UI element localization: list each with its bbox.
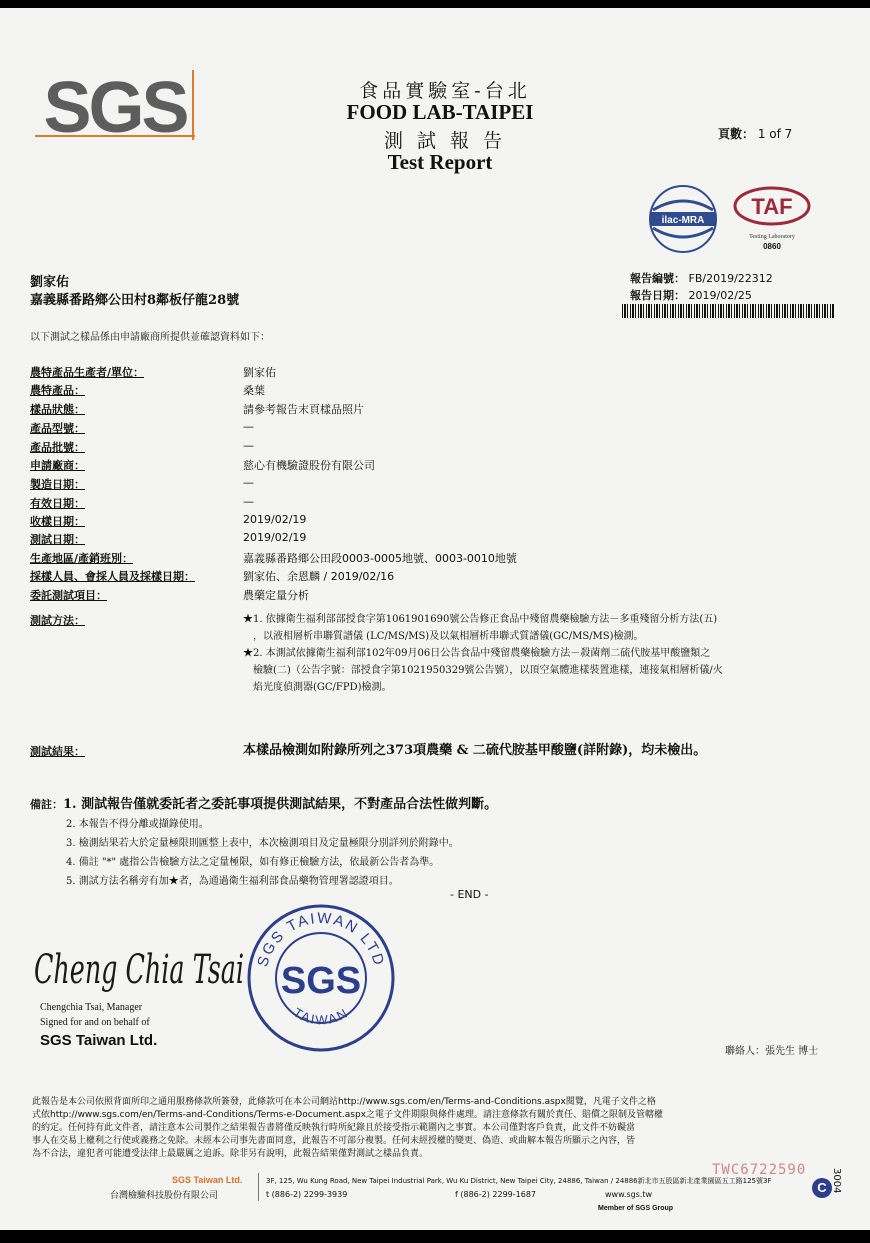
signer-company: SGS Taiwan Ltd.: [40, 1032, 158, 1049]
report-number: [630, 270, 773, 286]
c-mark-icon: C: [812, 1178, 832, 1198]
client-name: 劉家佑: [30, 275, 70, 290]
note-first: [30, 795, 497, 815]
svg-text:SGS: SGS: [280, 960, 362, 1002]
field-value: —: [243, 420, 254, 433]
svg-text:TAIWAN: TAIWAN: [290, 1004, 352, 1028]
page-number: [718, 125, 792, 142]
field-value: 嘉義縣番路鄉公田段0003-0005地號、0003-0010地號: [243, 552, 517, 565]
method-line: ，以液相層析串聯質譜儀 (LC/MS/MS)及以氣相層析串聯式質譜儀(GC/MS/MS)檢測。: [253, 631, 644, 642]
field-row: [0, 587, 870, 605]
signer-name: Chengchia Tsai, Manager: [40, 1002, 143, 1013]
field-value: —: [243, 476, 254, 489]
lab-title-zh: 食品實驗室-台北: [359, 80, 531, 102]
contact-person: 聯絡人：張先生 博士: [725, 1046, 819, 1057]
serial-number: TWC6722590: [712, 1162, 807, 1178]
field-label: 產品型號：: [30, 422, 85, 435]
report-number-value: FB/2019/22312: [688, 272, 773, 285]
disclaimer-line: 的約定。任何持有此文件者，請注意本公司製作之結果報告書將僅反映執行時所紀錄且於接受指示範圍內之事實。本公司僅對客戶負責，此文件不妨礙當: [32, 1123, 636, 1133]
lab-title-en: FOOD LAB-TAIPEI: [346, 100, 534, 124]
method-line: 檢驗(二)（公告字號：部授食字第1021950329號公告號），以頂空氣體進樣裝置進樣，連接氣相層析儀/火: [253, 665, 723, 676]
field-row: [0, 364, 870, 382]
footer-tel: t (886-2) 2299-3939: [266, 1190, 348, 1199]
svg-text:TAF: TAF: [751, 194, 793, 219]
page-value: 1 of 7: [757, 127, 793, 141]
field-row: [0, 420, 870, 438]
end-marker: - END -: [450, 888, 489, 901]
field-row: [0, 382, 870, 400]
field-label: 樣品狀態：: [30, 403, 85, 416]
field-value: —: [243, 439, 254, 452]
note-item: 1. 測試報告僅就委託者之委託事項提供測試結果，不對產品合法性做判斷。: [63, 797, 498, 812]
signed-line: Signed for and on behalf of: [40, 1017, 150, 1028]
field-value: 請參考報告末頁樣品照片: [243, 403, 364, 416]
notes-block: [30, 795, 497, 891]
field-label: 產品批號：: [30, 441, 85, 454]
page-label: 頁數：: [718, 127, 755, 141]
field-label: 農特產品生產者/單位：: [30, 366, 145, 379]
field-row: [0, 457, 870, 475]
field-value: 農藥定量分析: [243, 589, 309, 602]
disclaimer-line: 為不合法，違犯者可能遭受法律上最嚴厲之追訴。除非另有說明，此報告結果僅對測試之樣品負責。: [32, 1149, 429, 1159]
method-line: ★2. 本測試依據衛生福利部102年09月06日公告食品中殘留農藥檢驗方法－殺菌劑二硫代胺基甲酸鹽類之: [243, 648, 711, 659]
method-line: 焰光度偵測器(GC/FPD)檢測。: [253, 682, 392, 693]
intro-text: 以下測試之樣品係由申請廠商所提供並確認資料如下：: [30, 332, 270, 343]
field-row: [0, 476, 870, 494]
field-label: 有效日期：: [30, 497, 85, 510]
field-label: 農特產品：: [30, 384, 85, 397]
sgs-seal: [246, 903, 396, 1053]
method-line: ★1. 依據衛生福利部部授食字第1061901690號公告修正食品中殘留農藥檢驗方法－多重殘留分析方法(五): [243, 614, 718, 625]
ilac-mra-badge: [645, 184, 721, 254]
field-value: 2019/02/19: [243, 531, 307, 544]
report-barcode: [622, 304, 834, 318]
svg-text:Testing Laboratory: Testing Laboratory: [749, 234, 795, 240]
report-date-value: 2019/02/25: [688, 289, 752, 302]
form-code: 3004: [831, 1168, 842, 1194]
field-label: 製造日期：: [30, 478, 85, 491]
sgs-logo: [35, 66, 200, 146]
field-row: [0, 531, 870, 549]
taf-badge: [732, 186, 812, 256]
footer-divider: [258, 1173, 259, 1201]
footer-company-zh: 台灣檢驗科技股份有限公司: [110, 1191, 219, 1201]
field-label: 委託測試項目：: [30, 589, 107, 602]
field-row: [0, 513, 870, 531]
field-value: 劉家佑、余恩麟 / 2019/02/16: [243, 570, 395, 583]
footer-address: 3F, 125, Wu Kung Road, New Taipei Industrial Park, Wu Ku District, New Taipei City, 24886, Taiwan / 24886新北市五股區新北產業園區五工路125號3F: [266, 1177, 772, 1185]
field-value: 桑葉: [243, 384, 265, 397]
field-value: 2019/02/19: [243, 513, 307, 526]
report-title-en: Test Report: [387, 150, 493, 174]
footer-company-en: SGS Taiwan Ltd.: [172, 1175, 243, 1185]
footer-member: Member of SGS Group: [598, 1205, 674, 1212]
note-item: 3. 檢測結果若大於定量極限則匯整上表中，本次檢測項目及定量極限分別詳列於附錄中。: [66, 838, 459, 849]
disclaimer: [32, 1096, 832, 1161]
field-row: [0, 439, 870, 457]
note-item: 5. 測試方法名稱旁有加★者，為通過衛生福利部食品藥物管理署認證項目。: [66, 876, 399, 887]
field-row: [0, 550, 870, 568]
field-value: 劉家佑: [243, 366, 276, 379]
field-label: 生產地區/產銷班別：: [30, 552, 134, 565]
svg-text:ilac-MRA: ilac-MRA: [661, 215, 705, 226]
report-title-zh: 測 試 報 告: [383, 130, 507, 152]
note-item: 2. 本報告不得分離或擷錄使用。: [66, 819, 209, 830]
field-label: 申請廠商：: [30, 459, 85, 472]
field-row: [0, 495, 870, 513]
client-address: 嘉義縣番路鄉公田村8鄰板仔龍28號: [30, 293, 240, 308]
footer-fax: f (886-2) 2299-1687: [455, 1190, 536, 1199]
svg-text:SGS: SGS: [43, 68, 187, 146]
svg-text:SGS TAIWAN LTD: SGS TAIWAN LTD: [254, 909, 388, 969]
field-label: 採樣人員、會採人員及採樣日期：: [30, 570, 195, 583]
field-row: [0, 568, 870, 586]
field-row: [0, 401, 870, 419]
svg-text:Cheng Chia Tsai: Cheng Chia Tsai: [34, 947, 244, 993]
disclaimer-line: 式依http://www.sgs.com/en/Terms-and-Conditions/Terms-e-Document.aspx之電子文件期限與條件處理。請注意條款有關於責任、賠償之限制及管轄權: [32, 1110, 664, 1120]
report-page: [0, 8, 870, 1230]
report-date-label: 報告日期：: [630, 289, 685, 302]
report-number-label: 報告編號：: [630, 272, 685, 285]
result-text: 本樣品檢測如附錄所列之373項農藥 & 二硫代胺基甲酸鹽(詳附錄)，均未檢出。: [243, 743, 707, 758]
svg-text:0860: 0860: [763, 242, 781, 251]
method-label: 測試方法：: [30, 614, 85, 627]
field-label: 測試日期：: [30, 533, 85, 546]
signature: [34, 938, 254, 998]
result-label: 測試結果：: [30, 745, 85, 758]
report-date: [630, 287, 752, 303]
field-label: 收樣日期：: [30, 515, 85, 528]
footer-web: www.sgs.tw: [605, 1190, 653, 1199]
field-value: —: [243, 495, 254, 508]
note-item: 4. 備註 "*" 處指公告檢驗方法之定量極限，如有修正檢驗方法，依最新公告者為準。: [66, 857, 440, 868]
notes-label: 備註：: [30, 798, 63, 811]
method-text: [243, 611, 853, 696]
disclaimer-line: 事人在交易上權利之行使或義務之免除。未經本公司事先書面同意，此報告不可部分複製。任何未經授權的變更、偽造、或曲解本報告所顯示之內容，皆: [32, 1136, 636, 1146]
field-value: 慈心有機驗證股份有限公司: [243, 459, 375, 472]
disclaimer-line: 此報告是本公司依照背面所印之通用服務條款所簽發，此條款可在本公司網站http://www.sgs.com/en/Terms-and-Conditions.aspx閱覽，凡電子文件之格: [32, 1097, 656, 1107]
